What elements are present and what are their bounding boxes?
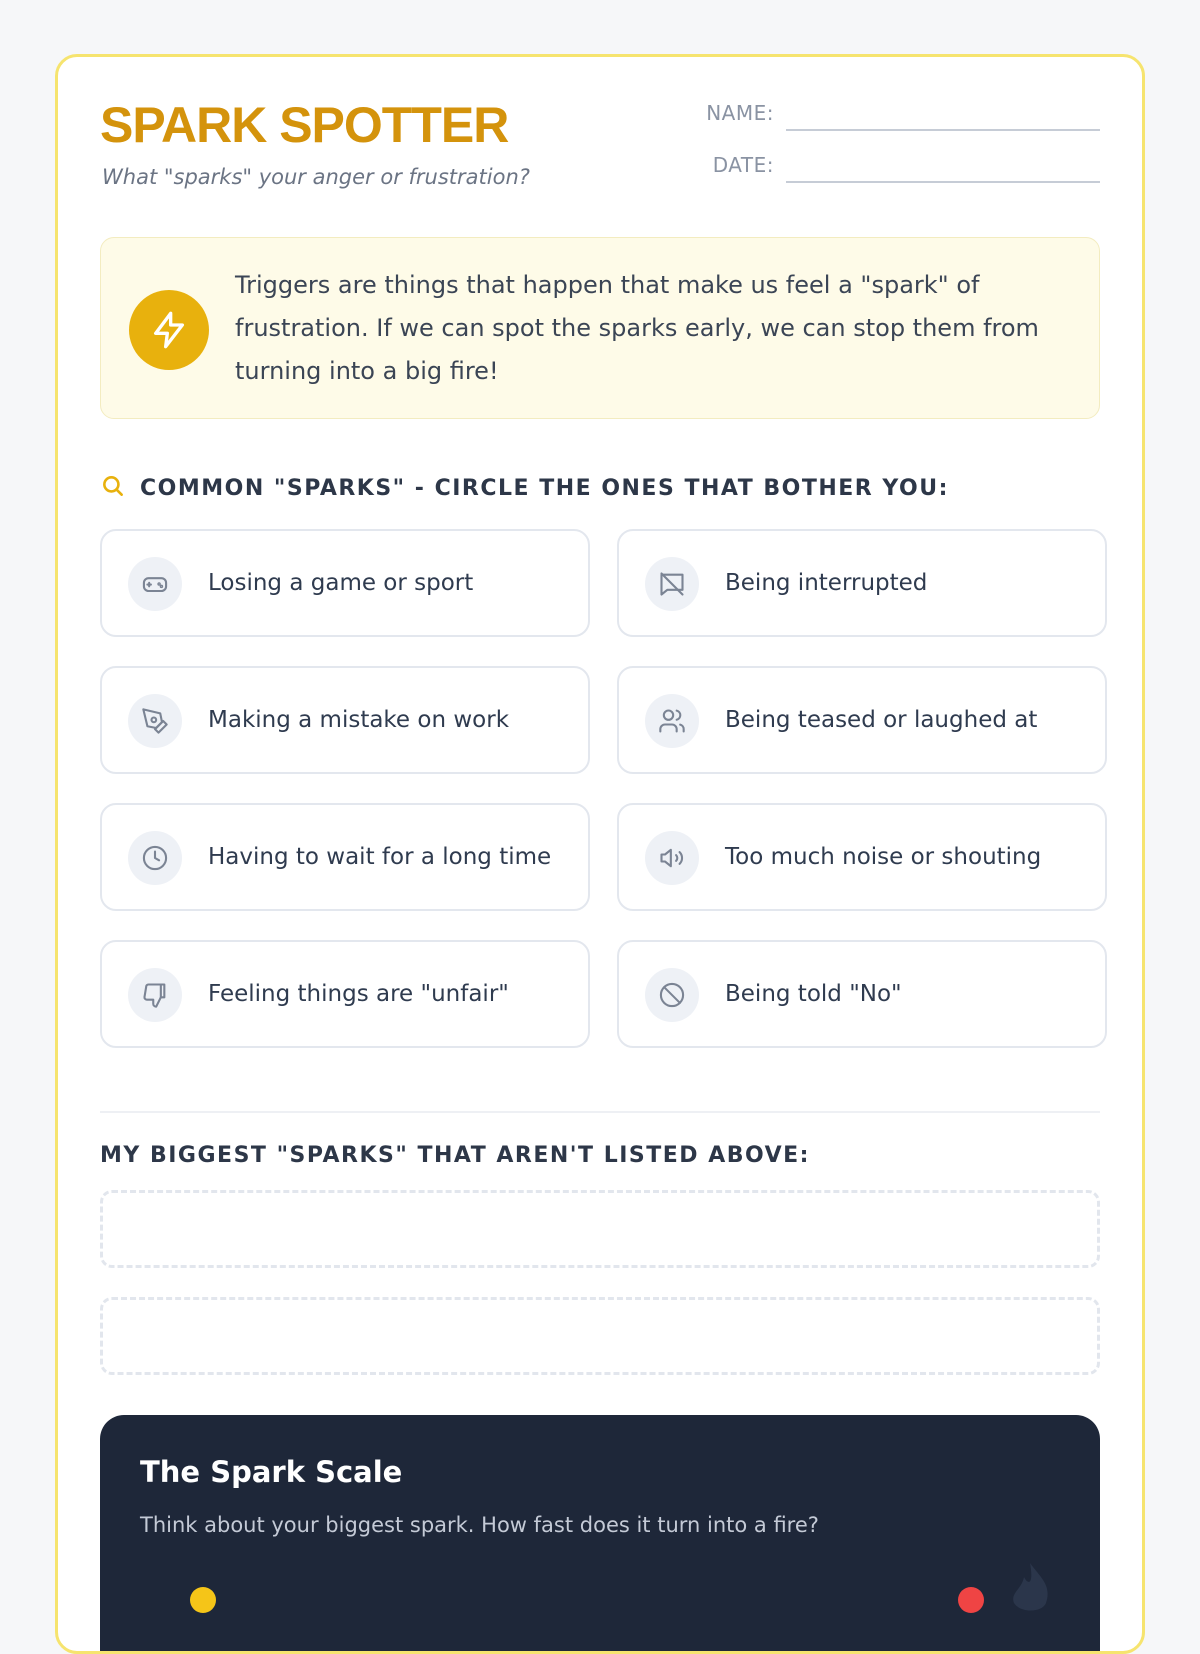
spark-item-told-no[interactable] (617, 940, 1107, 1048)
name-label: NAME: (706, 101, 774, 125)
spark-item-label: Too much noise or shouting (725, 844, 1042, 870)
spark-item-label: Feeling things are "unfair" (208, 981, 509, 1007)
spark-item-waiting[interactable] (100, 803, 590, 911)
spark-scale-panel (100, 1415, 1100, 1654)
info-callout (100, 237, 1100, 419)
spark-item-unfair[interactable] (100, 940, 590, 1048)
spark-item-noise[interactable] (617, 803, 1107, 911)
biggest-spark-blank-1[interactable] (100, 1190, 1100, 1268)
worksheet-card (55, 54, 1145, 1654)
common-sparks-heading (100, 473, 949, 503)
spark-item-label: Having to wait for a long time (208, 844, 552, 870)
name-input-line[interactable] (786, 129, 1100, 131)
users-icon (645, 694, 699, 748)
volume-icon (645, 831, 699, 885)
clock-icon (128, 831, 182, 885)
date-input-line[interactable] (786, 181, 1100, 183)
spark-item-label: Losing a game or sport (208, 570, 474, 596)
name-field[interactable] (670, 101, 1100, 131)
info-text: Triggers are things that happen that make us feel a "spark" of frustration. If we can spot the sparks early, we can stop them from turning into a big fire! (235, 271, 1039, 385)
ban-icon (645, 968, 699, 1022)
spark-item-interrupted[interactable] (617, 529, 1107, 637)
lightning-bolt-icon (129, 290, 209, 370)
scale-low-dot (190, 1587, 216, 1613)
page-subtitle: What "sparks" your anger or frustration? (102, 165, 530, 189)
scale-high-dot (958, 1587, 984, 1613)
biggest-spark-blank-2[interactable] (100, 1297, 1100, 1375)
message-off-icon (645, 557, 699, 611)
spark-item-label: Making a mistake on work (208, 707, 510, 733)
spark-item-label: Being interrupted (725, 570, 928, 596)
spark-item-label: Being teased or laughed at (725, 707, 1038, 733)
spark-item-teased[interactable] (617, 666, 1107, 774)
date-label: DATE: (712, 153, 774, 177)
gamepad-icon (128, 557, 182, 611)
pen-tool-icon (128, 694, 182, 748)
spark-item-losing-game[interactable] (100, 529, 590, 637)
thumbs-down-icon (128, 968, 182, 1022)
search-icon (100, 473, 126, 503)
page-title: SPARK SPOTTER (100, 97, 509, 153)
common-sparks-label: COMMON "SPARKS" - CIRCLE THE ONES THAT BOTHER YOU: (140, 475, 949, 501)
date-field[interactable] (670, 153, 1100, 183)
spark-item-label: Being told "No" (725, 981, 902, 1007)
spark-scale-prompt: Think about your biggest spark. How fast does it turn into a fire? (140, 1513, 819, 1537)
spark-scale-title: The Spark Scale (140, 1455, 403, 1489)
spark-item-mistake[interactable] (100, 666, 590, 774)
biggest-sparks-heading: MY BIGGEST "SPARKS" THAT AREN'T LISTED ABOVE: (100, 1143, 810, 1168)
flame-icon (1000, 1555, 1060, 1615)
section-divider (100, 1111, 1100, 1113)
